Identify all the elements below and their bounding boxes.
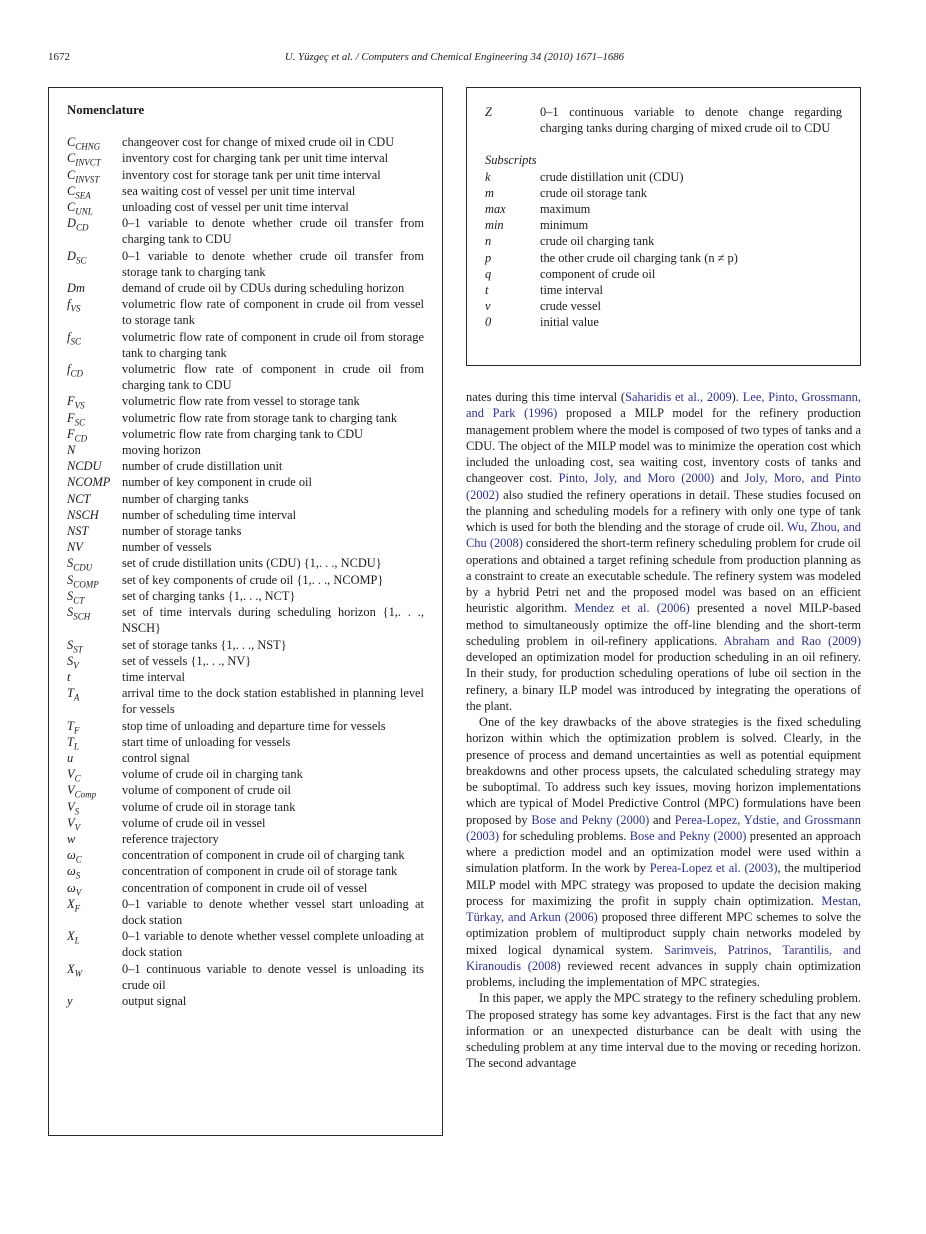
symbol: $V_{Comp}$: [67, 783, 97, 800]
definition: reference trajectory: [122, 831, 219, 846]
nomenclature-entry: [67, 183, 424, 199]
subscript-entry: [485, 298, 842, 314]
definition: stop time of unloading and departure time for vessels: [122, 718, 386, 733]
nomenclature-entry: [67, 572, 424, 588]
definition: set of charging tanks {1,. . ., NCT}: [122, 588, 296, 603]
nomenclature-entry: [67, 150, 424, 166]
symbol: $\omega_S$: [67, 864, 81, 881]
nomenclature-entry: [67, 782, 424, 798]
nomenclature-entry: [67, 410, 424, 426]
nomenclature-entry: [67, 718, 424, 734]
nomenclature-entry: [67, 993, 424, 1009]
definition: sea waiting cost of vessel per unit time interval: [122, 183, 356, 198]
citation-link[interactable]: Joly, Moro, and Pinto (2002): [466, 471, 861, 502]
subscript-symbol: k: [485, 169, 491, 184]
symbol: $C_{INVCT}$: [67, 151, 101, 168]
citation-link[interactable]: Mendez et al. (2006): [574, 601, 690, 616]
nomenclature-entry: [67, 280, 424, 296]
symbol: $f_{VS}$: [67, 297, 81, 314]
text-run: and: [714, 471, 745, 486]
nomenclature-entry: [67, 296, 424, 328]
subscript-definition: minimum: [540, 218, 589, 233]
nomenclature-entry: [67, 426, 424, 442]
subscript-entry: [485, 266, 842, 282]
definition: number of crude distillation unit: [122, 459, 283, 474]
subscript-symbol: max: [485, 202, 506, 217]
text-run: and: [649, 812, 675, 827]
symbol: $D_{CD}$: [67, 216, 89, 233]
nomenclature-continuation-box: [466, 87, 861, 366]
definition: control signal: [122, 750, 190, 765]
citation-link[interactable]: Perea-Lopez, Ydstie, and Grossmann (2003): [466, 812, 861, 843]
symbol: $X_W$: [67, 961, 83, 979]
subscript-definition: initial value: [540, 315, 599, 330]
symbol: $V_V$: [67, 815, 81, 833]
subscript-definition: crude oil storage tank: [540, 185, 648, 200]
citation-link[interactable]: Sarimveis, Patrinos, Tarantilis, and Kiranoudis (2008): [466, 942, 861, 973]
nomenclature-entry: [67, 539, 424, 555]
running-title: U. Yüzgeç et al. / Computers and Chemical Engineering 34 (2010) 1671–1686: [284, 51, 625, 63]
nomenclature-entry: [67, 167, 424, 183]
symbol: $F_{SC}$: [67, 410, 86, 428]
subscript-symbol: q: [485, 266, 492, 281]
body-paragraph: [466, 714, 861, 990]
page-header: [48, 51, 861, 67]
symbol: $S_{CDU}$: [67, 556, 93, 573]
symbol: $S_{COMP}$: [67, 572, 99, 590]
symbol: $\omega_C$: [67, 848, 82, 865]
text-run: considered the short-term refinery scheduling problem for crude oil operations and obtained a target refining schedule from production planning as a constraint to create an executable schedule. The refinery system was modeled by a hybrid Petri net and the proposed model was based on an efficient heuristic algorithm.: [466, 536, 861, 616]
citation-link[interactable]: Mestan, Türkay, and Arkun (2006): [466, 893, 861, 924]
definition: concentration of component in crude oil of charging tank: [122, 848, 405, 863]
nomenclature-entry: [67, 653, 424, 669]
nomenclature-entry: [67, 799, 424, 815]
definition: unloading cost of vessel per unit time interval: [122, 200, 349, 215]
symbol: $C_{UNL}$: [67, 200, 93, 217]
symbol: $C_{CHNG}$: [67, 135, 101, 152]
nomenclature-entry: [67, 685, 424, 717]
nomenclature-entry: [67, 442, 424, 458]
nomenclature-entry: [67, 507, 424, 523]
definition: concentration of component in crude oil of storage tank: [122, 864, 398, 879]
subscript-definition: maximum: [540, 202, 591, 217]
definition: 0–1 variable to denote whether vessel start unloading at dock station: [122, 896, 424, 927]
nomenclature-entry: [67, 637, 424, 653]
subscript-symbol: min: [485, 218, 504, 233]
text-run: ).: [731, 390, 743, 404]
subscript-entry: [485, 185, 842, 201]
symbol: $T_L$: [67, 734, 79, 752]
subscript-symbol: p: [485, 250, 492, 265]
nomenclature-entry: [67, 491, 424, 507]
definition: concentration of component in crude oil of vessel: [122, 880, 368, 895]
symbol: $f_{CD}$: [67, 362, 83, 379]
nomenclature-list: [67, 134, 424, 1009]
definition: volumetric flow rate of component in crude oil from vessel to storage tank: [122, 297, 424, 328]
nomenclature-entry: [67, 604, 424, 636]
symbol: y: [67, 993, 73, 1008]
symbol: NST: [67, 524, 89, 539]
definition: volumetric flow rate of component in crude oil from storage tank to charging tank: [122, 329, 424, 360]
subscript-entry: [485, 282, 842, 298]
text-run: proposed three different MPC schemes to solve the optimization problem of multiproduct supply chain networks modeled by mixed logical dynamical system.: [466, 910, 862, 957]
subscript-definition: crude oil charging tank: [540, 234, 655, 249]
definition: 0–1 variable to denote whether crude oil transfer from storage tank to charging tank: [122, 248, 424, 279]
page-number: 1672: [48, 51, 70, 63]
nomenclature-entry: [485, 104, 842, 136]
subscript-symbol: m: [485, 185, 494, 200]
symbol: $F_{CD}$: [67, 426, 88, 444]
symbol: $F_{VS}$: [67, 394, 85, 411]
symbol: $S_V$: [67, 653, 79, 671]
symbol: $T_A$: [67, 686, 80, 703]
nomenclature-entry: [67, 329, 424, 361]
definition: volume of component of crude oil: [122, 783, 291, 798]
definition: set of crude distillation units (CDU) {1,. . ., NCDU}: [122, 556, 382, 571]
nomenclature-title: Nomenclature: [67, 103, 145, 117]
symbol: $V_S$: [67, 799, 80, 816]
definition: 0–1 variable to denote whether vessel complete unloading at dock station: [122, 929, 424, 960]
symbol: $X_F$: [67, 896, 81, 914]
definition: set of storage tanks {1,. . ., NST}: [122, 637, 287, 652]
subscript-definition: crude vessel: [540, 299, 601, 314]
citation-link[interactable]: Saharidis et al., 2009: [625, 390, 732, 404]
nomenclature-entry: [67, 134, 424, 150]
definition: inventory cost for charging tank per unit time interval: [122, 151, 389, 166]
text-run: reviewed recent advances in supply chain optimization problems, including the implementation of MPC strategies.: [466, 958, 861, 989]
definition: volume of crude oil in vessel: [122, 815, 266, 830]
symbol: NSCH: [67, 507, 99, 522]
subscript-symbol: v: [485, 299, 491, 314]
definition: start time of unloading for vessels: [122, 734, 291, 749]
nomenclature-entry: [67, 928, 424, 960]
definition: number of storage tanks: [122, 524, 242, 539]
symbol: NCDU: [67, 459, 102, 474]
symbol: N: [67, 443, 76, 458]
subscripts-list: [485, 169, 842, 331]
definition: volumetric flow rate from charging tank to CDU: [122, 426, 363, 441]
subscript-entry: [485, 217, 842, 233]
symbol: NV: [67, 540, 83, 555]
subscript-entry: [485, 201, 842, 217]
symbol: $T_F$: [67, 718, 80, 735]
citation-link[interactable]: Lee, Pinto, Grossmann, and Park (1996): [466, 390, 861, 421]
nomenclature-entry: [67, 831, 424, 847]
symbol: $S_{SCH}$: [67, 605, 91, 622]
text-run: presented an approach where a prediction model and an optimization model were used within a simulation platform. In the work by: [466, 828, 861, 876]
subscript-definition: component of crude oil: [540, 266, 656, 281]
definition: volumetric flow rate of component in crude oil from charging tank to CDU: [122, 362, 424, 393]
text-run: presented a novel MILP-based method to simultaneously optimize the off-line blending and the short-term scheduling problem in oil-refinery applications.: [466, 601, 862, 648]
symbol: t: [67, 669, 71, 684]
subscript-entry: [485, 314, 842, 330]
continuation-entry-list: [485, 104, 842, 136]
symbol: $S_{CT}$: [67, 588, 85, 606]
nomenclature-entry: [67, 523, 424, 539]
symbol: NCOMP: [67, 475, 111, 490]
symbol: $C_{INVST}$: [67, 167, 100, 185]
definition: volume of crude oil in charging tank: [122, 767, 303, 782]
symbol: $\omega_V$: [67, 880, 82, 898]
definition: number of vessels: [122, 540, 212, 555]
subscript-entry: [485, 250, 842, 266]
citation-link[interactable]: Bose and Pekny (2000): [629, 828, 747, 843]
subscript-entry: [485, 169, 842, 185]
citation-link[interactable]: Perea-Lopez et al. (2003): [649, 861, 778, 876]
symbol: $C_{SEA}$: [67, 183, 91, 201]
nomenclature-entry: [67, 750, 424, 766]
nomenclature-entry: [67, 815, 424, 831]
nomenclature-entry: [67, 669, 424, 685]
nomenclature-entry: [67, 361, 424, 393]
symbol: $f_{SC}$: [67, 329, 81, 347]
symbol: $X_L$: [67, 929, 80, 946]
nomenclature-entry: [67, 961, 424, 993]
nomenclature-entry: [67, 734, 424, 750]
subscript-definition: crude distillation unit (CDU): [540, 169, 684, 184]
text-run: One of the key drawbacks of the above strategies is the fixed scheduling horizon within which the optimization problem is solved. Clearly, in the presence of process and demand uncertainties as well as potential equipment breakdowns and other process upsets, the calculated scheduling strategy may be suboptimal. To address such key issues, moving horizon implementations which are typical of Model Predictive Control (MPC) formulations have been proposed by: [466, 715, 861, 827]
definition: number of charging tanks: [122, 491, 249, 506]
definition: inventory cost for storage tank per unit time interval: [122, 167, 381, 182]
nomenclature-entry: [67, 199, 424, 215]
subscript-symbol: t: [485, 283, 489, 298]
definition: output signal: [122, 993, 187, 1008]
symbol: Z: [485, 105, 492, 119]
nomenclature-entry: [67, 847, 424, 863]
symbol: $V_C$: [67, 767, 81, 784]
subscript-entry: [485, 233, 842, 249]
nomenclature-box: [48, 87, 443, 1136]
definition: time interval: [122, 669, 185, 684]
subscript-symbol: 0: [485, 315, 492, 330]
text-run: for scheduling problems.: [499, 828, 630, 843]
symbol: w: [67, 831, 76, 846]
text-run: also studied the refinery operations in detail. These studies focused on the planning and scheduling models for a refinery with only one type of tank which is used for both the blending and the storage of crude oil.: [466, 487, 861, 534]
definition: moving horizon: [122, 443, 201, 458]
nomenclature-entry: [67, 215, 424, 247]
citation-link[interactable]: Abraham and Rao (2009): [723, 633, 861, 648]
definition: demand of crude oil by CDUs during scheduling horizon: [122, 281, 405, 296]
symbol: NCT: [67, 491, 91, 506]
nomenclature-entry: [67, 458, 424, 474]
body-paragraph: [466, 389, 861, 714]
text-run: In this paper, we apply the MPC strategy to the refinery scheduling problem. The proposed strategy has some key advantages. First is the fact that any new information or an unexpected disturbance can be dealt with using the scheduling problem at any time interval due to the moving or receding horizon. The second advantage: [466, 991, 861, 1071]
citation-link[interactable]: Wu, Zhou, and Chu (2008): [466, 520, 861, 551]
symbol: $S_{ST}$: [67, 637, 83, 654]
definition: set of key components of crude oil {1,. . ., NCOMP}: [122, 572, 384, 587]
subscript-symbol: n: [485, 234, 492, 249]
text-run: , the multiperiod MILP model with MPC strategy was proposed to update the decision making process for maximizing the profit in supply chain optimization.: [466, 861, 861, 908]
nomenclature-entry: [67, 555, 424, 571]
definition: 0–1 continuous variable to denote vessel is unloading its crude oil: [122, 961, 424, 992]
citation-link[interactable]: Bose and Pekny (2000): [531, 812, 650, 827]
nomenclature-entry: [67, 880, 424, 896]
text-run: nates during this time interval (: [466, 390, 626, 404]
subscript-definition: time interval: [540, 283, 603, 298]
definition: volumetric flow rate from vessel to storage tank: [122, 394, 360, 409]
definition: set of time intervals during scheduling horizon {1,. . ., NSCH}: [122, 605, 424, 636]
definition: set of vessels {1,. . ., NV}: [122, 653, 252, 668]
definition: volumetric flow rate from storage tank to charging tank: [122, 410, 398, 425]
definition: 0–1 continuous variable to denote change regarding charging tanks during charging of mixed crude oil to CDU: [540, 105, 842, 136]
subscripts-heading: Subscripts: [485, 153, 537, 168]
definition: number of key component in crude oil: [122, 475, 312, 490]
nomenclature-entry: [67, 474, 424, 490]
citation-link[interactable]: Pinto, Joly, and Moro (2000): [558, 471, 715, 486]
body-text-column: [466, 389, 861, 1072]
symbol: $D_{SC}$: [67, 248, 87, 266]
text-run: developed an optimization model for production scheduling in an oil refinery. In their study, for production scheduling operations of lube oil section in the refinery, a binary ILP model was introduced by integrating the operations of the plant.: [466, 650, 861, 713]
nomenclature-entry: [67, 766, 424, 782]
text-run: proposed a MILP model for the refinery production management problem where the model is composed of two types of tanks and a CDU. The object of the MILP model was to minimize the operation cost which included the unloading cost, sea waiting cost, inventory costs of tanks and changeover cost.: [466, 406, 861, 486]
nomenclature-entry: [67, 863, 424, 879]
nomenclature-entry: [67, 896, 424, 928]
symbol: Dm: [67, 281, 85, 296]
body-paragraph: [466, 990, 861, 1071]
definition: arrival time to the dock station established in planning level for vessels: [122, 686, 424, 717]
definition: changeover cost for change of mixed crude oil in CDU: [122, 135, 395, 150]
definition: volume of crude oil in storage tank: [122, 799, 296, 814]
nomenclature-entry: [67, 393, 424, 409]
subscript-definition: the other crude oil charging tank (n ≠ p): [540, 250, 738, 265]
nomenclature-entry: [67, 248, 424, 280]
symbol: u: [67, 750, 74, 765]
definition: number of scheduling time interval: [122, 507, 297, 522]
nomenclature-entry: [67, 588, 424, 604]
definition: 0–1 variable to denote whether crude oil transfer from charging tank to CDU: [122, 216, 424, 247]
